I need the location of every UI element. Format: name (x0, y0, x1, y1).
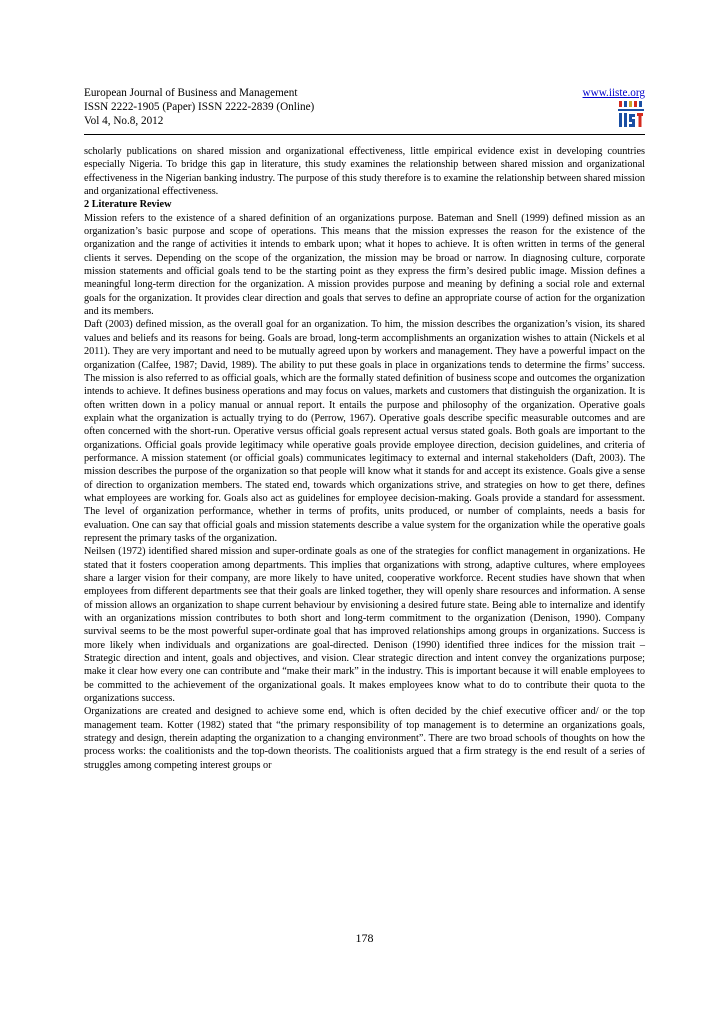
header-divider (84, 134, 645, 135)
paragraph-strategy: Organizations are created and designed to achieve some end, which is often decided by the chief executive officer and/ or the top management team. Kotter (1982) stated that “the primary responsibility of top management is to determine an organizations goals, strategy and design, therein adapting the organization to a changing environment”. There are two broad schools of thoughts on how the process works: the coalitionists and the top-down theorists. The coalitionists argued that a firm strategy is the end result of a series of struggles among competing interest groups or (84, 706, 645, 771)
journal-title: European Journal of Business and Management (84, 87, 298, 99)
volume-line: Vol 4, No.8, 2012 (84, 115, 164, 128)
article-body (84, 145, 645, 772)
paragraph-goals: Daft (2003) defined mission, as the overall goal for an organization. To him, the mission describes the organization’s vision, its shared values and beliefs and its reasons for being. Goals are broad, long-term accomplishments an organization wishes to attain (Nickels et al 2011). They are very important and need to be mutually agreed upon by workers and management. They have a powerful impact on the organization (Calfee, 1987; David, 1989). The ability to put these goals in place in organizations tends to determine the firms’ success. The mission is also referred to as official goals, which are the formally stated definition of business scope and outcomes the organization intends to achieve. It defines business operations and may focus on values, markets and customers that distinguish the organization. It is often written down in a policy manual or annual report. It entails the purpose and philosophy of the organization. Operative goals explain what the organization is actually trying to do (Perrow, 1967). Operative goals describe specific measurable outcomes and are often concerned with the short-run. Operative versus official goals represent actual versus stated goals. Both goals are important to the organizations. Official goals provide legitimacy while operative goals provide employee direction, decision guidelines, and criteria of performance. A mission statement (or official goals) communicates legitimacy to external and internal stakeholders (Daft, 2003). The mission describes the purpose of the organization so that people will know what it stands for and accept its existence. Goals give a sense of direction to organization members. The stated end, towards which organizations strive, and strategies on how to get there, defines what employees are working for. Goals also act as guidelines for employee decision-making. Goals provide a standard for assessment. The level of organization performance, whether in terms of profits, units produced, or number of complaints, needs a basis for evaluation. One can say that official goals and mission statements describe a value system for the organization while the operative goals represent the primary tasks of the organization. (84, 319, 645, 544)
section-heading: 2 Literature Review (84, 199, 172, 211)
journal-url-link[interactable]: www.iiste.org (582, 87, 645, 99)
issn-line: ISSN 2222-1905 (Paper) ISSN 2222-2839 (Online) (84, 101, 315, 114)
paragraph-mission-definition: Mission refers to the existence of a shared definition of an organizations purpose. Bateman and Snell (1999) defined mission as an organization’s basic purpose and scope of operations. This means that the mission expresses the reason for the existence of the organization and the range of activities it intends to embark upon; what it hopes to achieve. It is often written in terms of the general clients it serves. Depending on the scope of the organization, the mission may be broad or narrow. In diagnosing culture, corporate mission statements and official goals tend to be the starting point as they express the firm’s desired public image. Mission defines a meaningful long-term direction for the organization. A mission provides purpose and meaning by defining a social role and external goals for the organization. It provides clear direction and goals that serves to define an appropriate course of action for the organization and its members. (84, 212, 645, 318)
paragraph-intro-end: scholarly publications on shared mission and organizational effectiveness, little empirical evidence exist in developing countries especially Nigeria. To bridge this gap in literature, this study examines the relationship between shared mission and organizational effectiveness in the Nigerian banking industry. The purpose of this study therefore is to examine the relationship between shared mission and organizational effectiveness. (84, 146, 645, 198)
page-number: 178 (355, 931, 374, 945)
paragraph-superordinate-goals: Neilsen (1972) identified shared mission and super-ordinate goals as one of the strategies for conflict management in organizations. He stated that it fosters cooperation among departments. This implies that organizations with strong, adaptive cultures, where employees share a larger vision for their company, are more likely to have united, cooperative workforce. Recent studies have shown that when employees from different departments see that their goals are linked together, they will openly share resources and information. A sense of mission allows an organization to shape current behaviour by envisioning a desired future state. Being able to internalize and identify with an organizations mission contributes to both short and long-term commitment to the organization (Denison, 1990). Company survival seems to be the most powerful super-ordinate goal that has improved relationships among groups in organizations. Success is more likely when individuals and organizations are goal-directed. Denison (1990) identified three indices for the mission trait – Strategic direction and intent, goals and objectives, and vision. Clear strategic direction and intent convey the organizations purpose; make it clear how every one can contribute and “make their mark” in the industry. This is important because it will enable employees to be committed to the achievement of the organizational goals. It makes employees know what to do to contribute their quota to the organizations success. (84, 546, 645, 705)
document-page (84, 0, 645, 1030)
iiste-logo (618, 101, 644, 128)
journal-header (84, 86, 645, 130)
